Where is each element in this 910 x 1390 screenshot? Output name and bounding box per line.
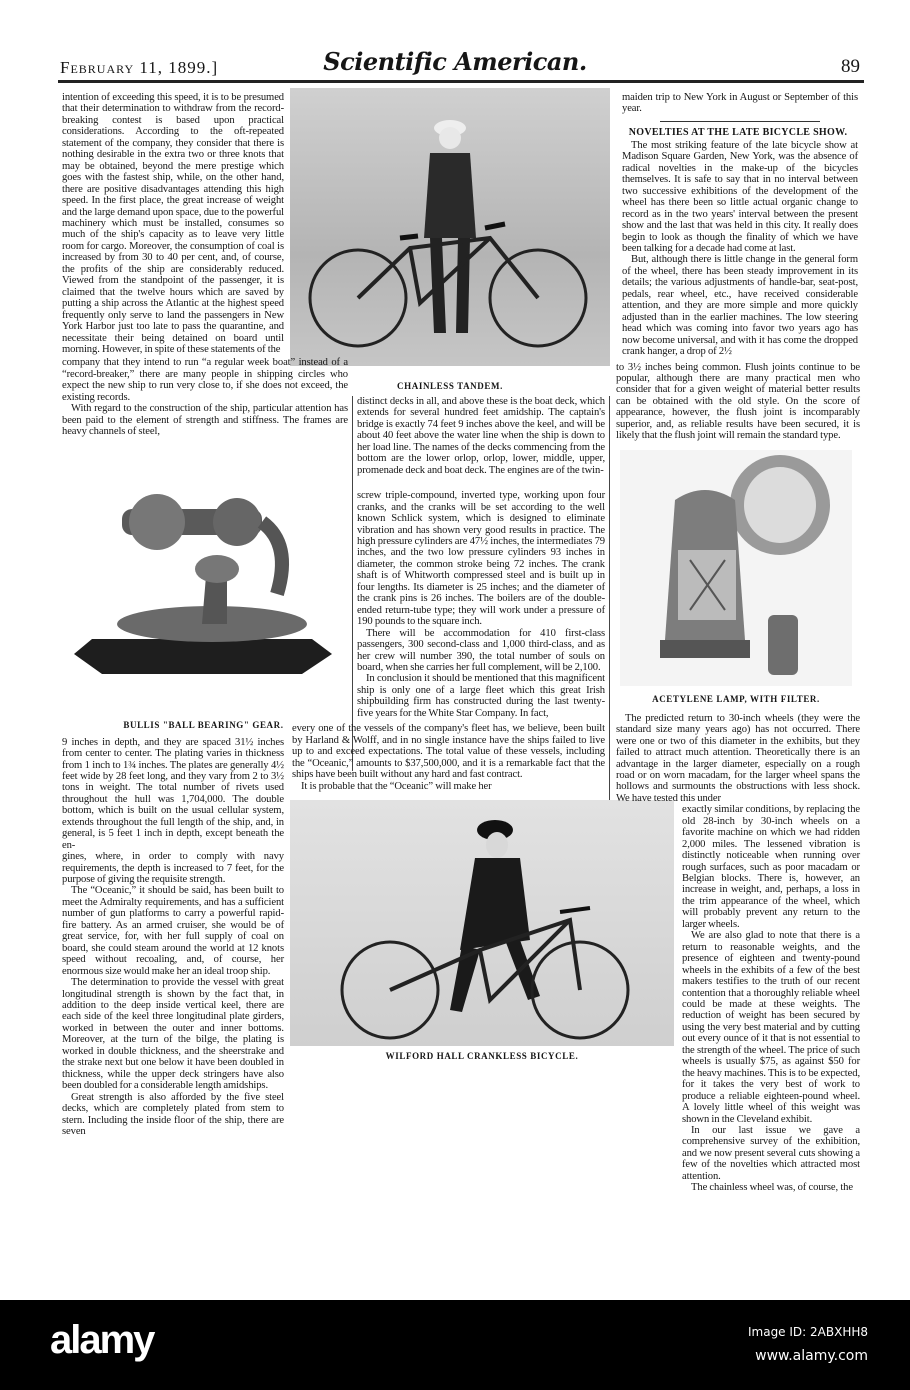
paragraph: to 3½ inches being common. Flush joints continue to be popular, although there are many practical men who consider that for a given weight of material better results can be obtained with the old style. On the score of appearance, however, the flush joint is incomparably superior, and, as reliable results have been secured, it is likely that the flush joint will remain the standard type. xyxy=(616,361,860,442)
paragraph: screw triple-compound, inverted type, working upon four cranks, and the cranks will be set according to the well known Schlick system, which is designed to eliminate vibration and has shown very good results in practice. The high pressure cylinders are 47½ inches, the intermediates 79 inches, and the two low pressure cylinders 93 inches in diameter, the common stroke being 72 inches. The crank shaft is of Whitworth compressed steel and is built up in four lengths. Its diameter is 25 inches; and the diameter of the crank pins is 26 inches. The boilers are of the double-ended return-tube type; they will work under a pressure of 190 pounds to the square inch. xyxy=(357,490,605,628)
paragraph: intention of exceeding this speed, it is to be presumed that their determination to withdraw from the record-breaking contest is based upon practical considerations. According to the oft-repeated statement of the company, they consider that there is nothing desirable in the extra two or three knots that may be obtained, beyond the mere prestige which goes with the fastest ship, while, on the other hand, there are positive disadvantages attending this high speed. In the first place, the great increase of weight and the large demand upon space, due to the powerful machinery which must be installed, consumes so much of the ship's capacity as to leave very little room for cargo. Moreover, the consumption of coal is increased by from 30 to 40 per cent, and, of course, the profits of the ship are considerably reduced. Viewed from the standpoint of the passenger, it is claimed that the twelve hours which are saved by putting a ship across the Atlantic at the highest speed frequently only serve to land the passengers in New York Harbor just too late to pass the quarantine, and necessitate their being detained on board until morning. However, in spite of these statements of the xyxy=(62,92,284,355)
paragraph: maiden trip to New York in August or September of this year. xyxy=(622,92,858,115)
paragraph: The predicted return to 30-inch wheels (they were the standard size many years ago) has not occurred. There were one or two of this diameter in the exhibits, but they failed to attract much attention. Theoretically there is an advantage in the larger diameter, especially on a rough road or on worn macadam, for the larger wheel spans the hollows and surmounts the obstructions with less shock. We have tested this under xyxy=(616,712,860,804)
image-id: Image ID: 2ABXHH8 xyxy=(747,1325,868,1339)
paragraph: The determination to provide the vessel with great longitudinal strength is shown by the fact that, in addition to the deep inside vertical keel, there are each side of the keel three longitudinal plate girders, worked in between the outer and inner bottoms. Moreover, at the turn of the bilge, the plating is worked in double thickness, and the sheerstrake and the strake next but one below it have been doubled in thickness, while the upper deck stringers have also been doubled for a considerable length amidships. xyxy=(62,977,284,1092)
site-url: www.alamy.com xyxy=(755,1348,868,1364)
acetylene-lamp-photo xyxy=(620,450,852,686)
paragraph: In conclusion it should be mentioned that this magnificent ship is only one of a large fleet which this great Irish shipbuilding firm has constructed during the last twenty-five years for the White Star Company. In fact, xyxy=(357,673,605,719)
text-block-left-low xyxy=(62,737,284,852)
middle-column xyxy=(292,396,605,1062)
lamp-illustration xyxy=(620,450,852,686)
text-block-left-top xyxy=(62,92,284,355)
paragraph: But, although there is little change in the general form of the wheel, there has been steady improvement in its details; the various adjustments of handle-bar, seat-post, pedals, rear wheel, etc., have received considerable attention, and they are more simple and more quickly adjusted than in the earlier machines. The low steering head which was coming into favor two years ago has now become universal, and with it has come the dropped crank hanger, a drop of 2½ xyxy=(622,254,858,358)
paragraph: It is probable that the “Oceanic” will make her xyxy=(301,780,492,792)
paragraph: The most striking feature of the late bicycle show at Madison Square Garden, New York, was the absence of radical novelties in the make-up of the bicycles themselves. It is safe to say that in no interval between two successive exhibitions of the development of the wheel has there been so little actual organic change to record as in the two years' interval between the present show and the last that was held in this city. It really does begin to look as though the finality of which we have been talking for a decade had come at last. xyxy=(622,139,858,254)
text-block-left-bottom xyxy=(62,851,284,1137)
header-rule xyxy=(58,80,864,83)
masthead-title: Scientific American. xyxy=(323,47,587,76)
text-block-mid-mid xyxy=(357,490,605,719)
paragraph: The “Oceanic,” it should be said, has been built to meet the Admiralty requirements, and has a sufficient number of gun platforms to carry a powerful rapid-fire battery. As an armed cruiser, she would be of great service, for, with her full supply of coal on board, she could steam around the world at 12 knots speed without recoaling, and, of course, her enormous size would make her an ideal troop ship. xyxy=(62,885,284,977)
text-block-right-low xyxy=(616,713,860,805)
issue-date: February 11, 1899.] xyxy=(60,58,219,77)
page-number: 89 xyxy=(841,56,860,77)
text-block-mid-low xyxy=(292,723,605,792)
paragraph: With regard to the construction of the ship, particular attention has been paid to the element of strength and stiffness. The frames are heavy channels of steel, xyxy=(62,403,348,438)
paragraph: exactly similar conditions, by replacing the old 28-inch by 30-inch wheels on a favorite machine on which we had ridden 2,000 miles. The lessened vibration is distinctly noticeable when running over rough surfaces, such as poor macadam or Belgian blocks. There is, however, an increase in weight, and, perhaps, a loss in the trim appearance of the wheel, which will probably prevent any return to the larger wheels. xyxy=(682,804,860,930)
caption-ball-bearing-gear: BULLIS "BALL BEARING" GEAR. xyxy=(123,719,284,730)
paragraph: We are also glad to note that there is a return to reasonable weights, and the presence of eighteen and twenty-pound wheels in the exhibits of a few of the best makers testifies to the truth of our recent contention that a thoroughly reliable wheel could be made at these weights. The reduction of weight has been secured by using the very best material and by cutting out every ounce of it that is not essential to the strength of the wheel. The price of such wheels is usually $75, as against $50 for the heavy machines. This is to be expected, for it takes the very best of work to produce a reliable eighteen-pound wheel. A lovely little wheel of this weight was shown in the Cleveland exhibit. xyxy=(682,930,860,1125)
text-block-right-article xyxy=(622,140,858,358)
text-block-right-bottom xyxy=(682,804,860,1193)
paragraph: 9 inches in depth, and they are spaced 31½ inches from center to center. The plating varies in thickness from 1 inch to 1¾ inches. The plates are generally 4½ feet wide by 28 feet long, and they vary from 2 to 3½ tons in weight. The total number of rivets used throughout the hull was 1,704,000. The double bottom, which is built on the usual cellular system, extends throughout the full length of the ship, and, in general, is 5 feet 1 inch in depth, except beneath the en- xyxy=(62,736,284,851)
paragraph: The chainless wheel was, of course, the xyxy=(691,1182,853,1194)
paragraph: Great strength is also afforded by the five steel decks, which are completely plated from stem to stern. Including the inside floor of the ship, there are seven xyxy=(62,1091,284,1137)
right-column xyxy=(616,92,860,1194)
text-block-right-mid xyxy=(616,362,860,442)
article-heading: NOVELTIES AT THE LATE BICYCLE SHOW. xyxy=(628,126,848,138)
caption-acetylene-lamp: ACETYLENE LAMP, WITH FILTER. xyxy=(652,693,820,704)
section-ornament-rule xyxy=(660,121,820,122)
paragraph: There will be accommodation for 410 first-class passengers, 300 second-class and 1,000 third-class, and as her crew will number 390, the total number of souls on board, when she carries her full complement, will be 2,100. xyxy=(357,627,605,673)
paragraph: In our last issue we gave a comprehensive survey of the exhibition, and we now present several cuts showing a few of the novelties which attracted most attention. xyxy=(682,1125,860,1182)
paragraph: distinct decks in all, and above these is the boat deck, which extends for several hundred feet amidship. The captain's bridge is exactly 74 feet 9 inches above the keel, and will be about 40 feet above the water line when the ship is down to her load line. The names of the decks commencing from the bottom are the lower orlop, orlop, lower, middle, upper, promenade deck and boat deck. The engines are of the twin- xyxy=(357,396,605,476)
alamy-logo: alamy xyxy=(50,1318,154,1362)
caption-chainless-tandem: CHAINLESS TANDEM. xyxy=(397,381,503,391)
paragraph: gines, where, in order to comply with navy requirements, the depth is increased to 7 feet, for the purpose of giving the requisite strength. xyxy=(62,851,284,886)
caption-crankless-bicycle: WILFORD HALL CRANKLESS BICYCLE. xyxy=(385,1050,579,1061)
text-block-right-top xyxy=(622,92,858,115)
paragraph: company that they intend to run “a regular week boat” instead of a “record-breaker,” there are many people in shipping circles who expect the new ship to run very close to, if she does not exceed, the existing records. xyxy=(62,357,348,403)
text-block-mid-top xyxy=(357,396,605,476)
paragraph: every one of the vessels of the company's fleet has, we believe, been built by Harland & Wolff, and in no single instance have the ships failed to live up to and exceed expectations. The total value of these vessels, including the “Oceanic,” amounts to $37,500,000, and it is a remarkable fact that the ships have been built without any hard and fast contract. xyxy=(292,723,605,781)
